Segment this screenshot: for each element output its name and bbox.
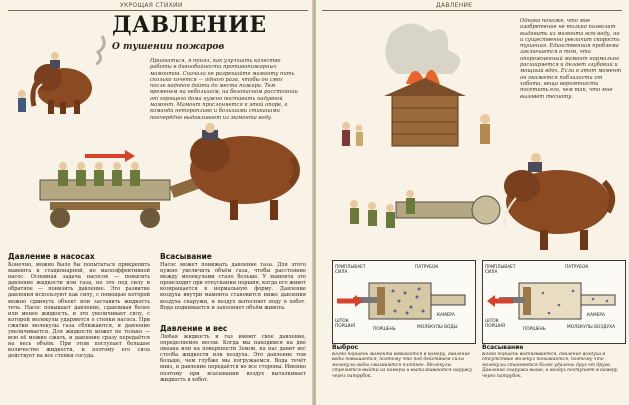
header-rule-right: [322, 10, 622, 11]
section-heading-pressure-weight: Давление и вес: [160, 324, 228, 333]
running-head-left: УКРОЩАЯ СТИХИИ: [120, 2, 183, 9]
mammoth-walking-illustration: [4, 16, 112, 120]
label-piston-2: ПОРШЕНЬ: [523, 327, 546, 332]
label-rod: ШТОК ПОРШНЯ: [335, 319, 356, 329]
label-rod-2: ШТОК ПОРШНЯ: [485, 319, 506, 329]
diagram-suction: [482, 260, 626, 344]
smoke-cloud: [386, 23, 461, 74]
walking-person: [18, 98, 26, 112]
piston-shape: [377, 287, 385, 315]
onlooker-figure: [342, 130, 350, 146]
section-heading-pumps: Давление в насосах: [8, 252, 95, 261]
driver-figure: [50, 60, 60, 68]
label-chamber: КАМЕРА: [437, 313, 455, 318]
diagram-caption-expulsion: Когда поршень мамонта вдвигается в камеру, давление воды повышается, поэтому что под действием силы молекулы воды сжимаются плотнее. Молекулы стремятся выйти из камеры и выталкиваются наружу через патрубок.: [332, 352, 472, 379]
right-page: [316, 0, 629, 405]
page-title: ДАВЛЕНИЕ: [112, 12, 267, 38]
label-force: ПРИПЛЫВАЕТ СИЛА: [335, 265, 366, 275]
section-text-pressure-weight: Любая жидкость и газ имеют свое давление, определяемое весом. Когда мы находимся на дне океана или на поверхности Земли, на нас давит вес столба жидкости или воздуха. Это давление тем больше, чем глубже мы погружаемся. Вода течёт вниз, и давление передаётся во все стороны. Именно поэтому при всасывании воздух выталкивает жидкость в хобот.: [160, 334, 306, 383]
firefighter-figure: [480, 124, 490, 144]
intro-text: Признаться, я понял, как улучшить качество работы в давнобойности противопожарных мамонтов. Сначала не разрешайте мамонту пить сколько хочется — одного раза, чтобы он смог после водопоя дойти до места пожара. Тем временем на небольшом, на безопасном расстоянии от горящего дома нужно поставить надувной мамонт. Мамонт прислоняется к этой опоре, а команда неторопливо и большими стаканами поочерёдно выдавливает из мамонта воду.: [150, 58, 298, 120]
label-nozzle: ПАТРУБОК: [415, 265, 439, 270]
header-rule: [8, 10, 308, 11]
label-molecules-2: МОЛЕКУЛЫ ВОЗДУХА: [567, 325, 616, 330]
label-molecules: МОЛЕКУЛЫ ВОДЫ: [417, 325, 458, 330]
running-head-right: ДАВЛЕНИЕ: [436, 2, 473, 9]
section-heading-suction: Всасывание: [160, 252, 212, 261]
diagram-title-expulsion: Выброс: [332, 344, 359, 351]
label-chamber-2: КАМЕРА: [587, 313, 605, 318]
mammoth-pump-sucking-illustration: [336, 150, 624, 258]
section-text-suction: Насос может понижать давление газа. Для этого нужно увеличить объём газа, чтобы расстояние между молекулами стало больше. У мамонта это происходит при отпускании поршня, когда его живот возвращается в нормальную форму. Давление воздуха внутри мамонта становится ниже давления воздуха снаружи, и воздух вытесняет воду в хобот. Вода поднимается и заполняет объём живота.: [160, 262, 306, 311]
label-force-2: ПРИПЛЫВАЕТ СИЛА: [485, 265, 516, 275]
diagram-expulsion: [332, 260, 476, 344]
right-intro-text: Однако похоже, что мое изобретение не только позволит выдавить из мамонта всю воду, но и существенно увеличит скорость тушения. Единственная проблема заключается в том, что опорожненный мамонт нормально расширяется и делает глубокий и мощный вдох. Если в этот момент он окажется поблизости от хобота, вещи вероятности посетить его, чем так, что мне вызовет тесноту.: [520, 18, 622, 100]
diagram-caption-suction: Когда поршень вытягивается, давление воздуха в отсутствие молекул понижается, поэтому что молекулы становятся более удалены друг от друга. Давление снаружи выше, и воздух поступает в камеру через патрубок.: [482, 352, 618, 379]
page-subtitle: О тушении пожаров: [112, 42, 225, 52]
diagram-title-suction: Всасывание: [482, 344, 524, 351]
left-page: [0, 0, 313, 405]
wooden-hut: [392, 94, 458, 146]
section-text-pumps: Конечно, можно было бы попытаться прикрепить мамонта к стационарной, но малоэффективной насос. Основная задача насосов — повысить давление жидкости или газа, но это под силу и обратное — понизить давление. Это развитие давления используют как силу, с помощью которой можно сдвинуть объект или заставить жидкость течь. Насос повышает давление, сдавливая более или менее жидкость, и это увеличивает силу, с которой молекулы ударяются о стенки насоса. При сжатии молекулы газа сближаются, и давление увеличивается. Для жидкости может не только — всю её можно сжать, и давление сразу передаётся на весь объём. При этом поступает большое количество жидкости, и поэтому его сила действует на все стенки сосуда.: [8, 262, 150, 360]
label-piston: ПОРШЕНЬ: [373, 327, 396, 332]
pump-mammoth-illustration: [30, 118, 305, 248]
label-nozzle-2: ПАТРУБОК: [565, 265, 589, 270]
